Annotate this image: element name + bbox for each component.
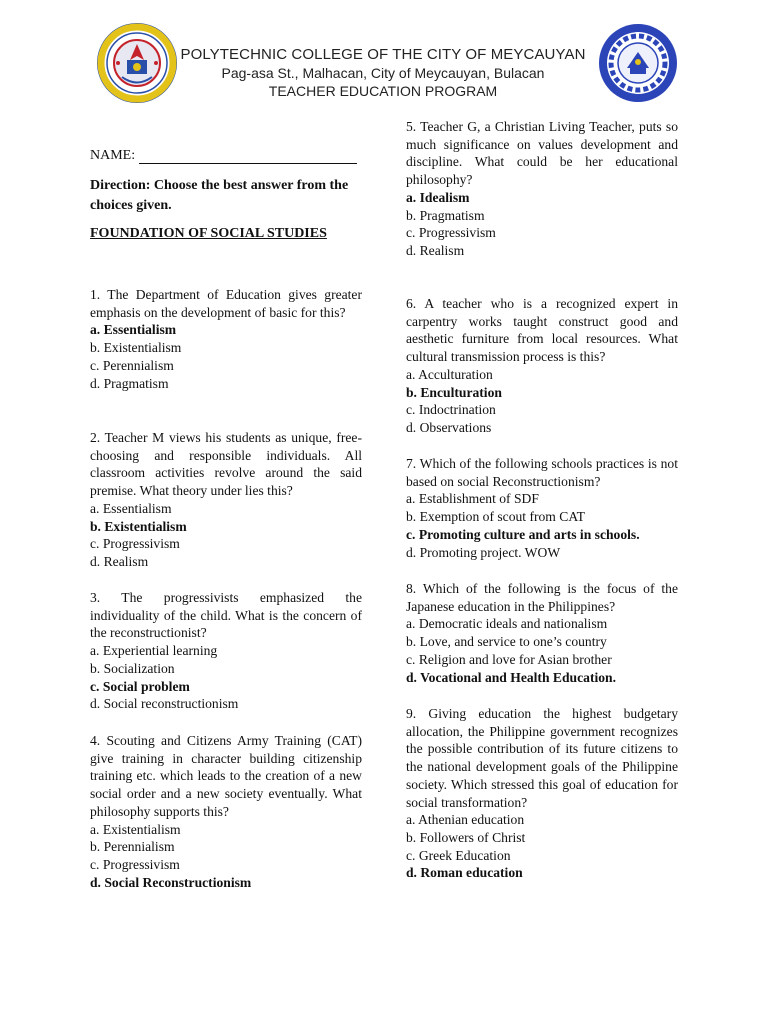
college-seal-logo	[597, 22, 679, 104]
option-b: b. Perennialism	[90, 839, 175, 855]
question-stem: 2. Teacher M views his students as unique, free-choosing and responsible individuals. All classroom activities revolve around the said premise. What theory under lies this?	[90, 430, 362, 499]
document-header	[176, 46, 590, 100]
option-a: a. Essentialism	[90, 322, 177, 338]
question-3	[90, 589, 362, 713]
option-c: c. Religion and love for Asian brother	[406, 651, 612, 667]
option-a: a. Democratic ideals and nationalism	[406, 616, 608, 632]
option-b: b. Followers of Christ	[406, 829, 526, 845]
option-d: d. Vocational and Health Education.	[406, 669, 616, 685]
question-stem: 7. Which of the following schools practices is not based on social Reconstructionism?	[406, 456, 678, 489]
name-label: NAME:	[90, 148, 136, 163]
question-8	[406, 580, 678, 686]
option-d: d. Pragmatism	[90, 375, 169, 391]
option-c: c. Progressivism	[90, 536, 180, 552]
option-b: b. Socialization	[90, 660, 175, 676]
option-a: a. Acculturation	[406, 366, 493, 382]
option-a: a. Existentialism	[90, 821, 181, 837]
option-c: c. Indoctrination	[406, 402, 496, 418]
question-5	[406, 118, 678, 260]
option-a: a. Experiential learning	[90, 643, 218, 659]
option-b: b. Enculturation	[406, 384, 502, 400]
college-name: POLYTECHNIC COLLEGE OF THE CITY OF MEYCAUYAN	[180, 46, 586, 63]
direction-text: Direction: Choose the best answer from the choices given.	[90, 178, 349, 213]
question-stem: 5. Teacher G, a Christian Living Teacher, puts so much significance on values development and discipline. What could be her educational philosophy?	[406, 119, 678, 188]
option-b: b. Exemption of scout from CAT	[406, 509, 585, 525]
question-9	[406, 705, 678, 882]
question-stem: 9. Giving education the highest budgetary allocation, the Philippine government recognizes the possible contribution of its future citizens to the national development goals of the Philippine society. Which stressed this goal of education for social transformation?	[406, 706, 678, 810]
name-blank-line	[139, 150, 357, 164]
question-2	[90, 429, 362, 571]
option-c: c. Promoting culture and arts in schools.	[406, 526, 640, 542]
option-c: c. Progressivism	[406, 225, 496, 241]
program-name: TEACHER EDUCATION PROGRAM	[268, 83, 498, 99]
question-stem: 6. A teacher who is a recognized expert in carpentry works taught construct good and aesthetic furniture from local resources. What cultural transmission process is this?	[406, 296, 678, 365]
option-b: b. Existentialism	[90, 518, 187, 534]
option-b: b. Existentialism	[90, 340, 182, 356]
option-a: a. Establishment of SDF	[406, 491, 539, 507]
name-field	[90, 148, 362, 164]
question-stem: 4. Scouting and Citizens Army Training (CAT) give training in character building citizenship training etc. which leads to the creation of a new social order and a new society eventually. What philosophy supports this?	[90, 733, 362, 819]
option-d: d. Realism	[406, 242, 465, 258]
option-d: d. Promoting project. WOW	[406, 544, 561, 560]
college-address: Pag-asa St., Malhacan, City of Meycauyan, Bulacan	[221, 65, 545, 81]
city-seal-logo	[96, 22, 178, 104]
question-1	[90, 286, 362, 392]
option-d: d. Observations	[406, 419, 492, 435]
section-title: FOUNDATION OF SOCIAL STUDIES	[90, 226, 327, 241]
option-c: c. Progressivism	[90, 856, 180, 872]
option-c: c. Greek Education	[406, 847, 511, 863]
question-stem: 1. The Department of Education gives greater emphasis on the development of basic for this?	[90, 287, 362, 320]
option-c: c. Social problem	[90, 678, 190, 694]
option-d: d. Social Reconstructionism	[90, 874, 252, 890]
question-stem: 3. The progressivists emphasized the individuality of the child. What is the concern of the reconstructionist?	[90, 590, 362, 641]
question-7	[406, 455, 678, 561]
option-d: d. Social reconstructionism	[90, 696, 239, 712]
option-c: c. Perennialism	[90, 357, 174, 373]
option-d: d. Roman education	[406, 865, 523, 881]
option-a: a. Essentialism	[90, 500, 172, 516]
option-a: a. Athenian education	[406, 812, 525, 828]
question-4	[90, 732, 362, 891]
option-b: b. Pragmatism	[406, 207, 485, 223]
option-b: b. Love, and service to one’s country	[406, 634, 607, 650]
option-d: d. Realism	[90, 553, 149, 569]
question-stem: 8. Which of the following is the focus of the Japanese education in the Philippines?	[406, 581, 678, 614]
question-6	[406, 295, 678, 437]
option-a: a. Idealism	[406, 189, 470, 205]
